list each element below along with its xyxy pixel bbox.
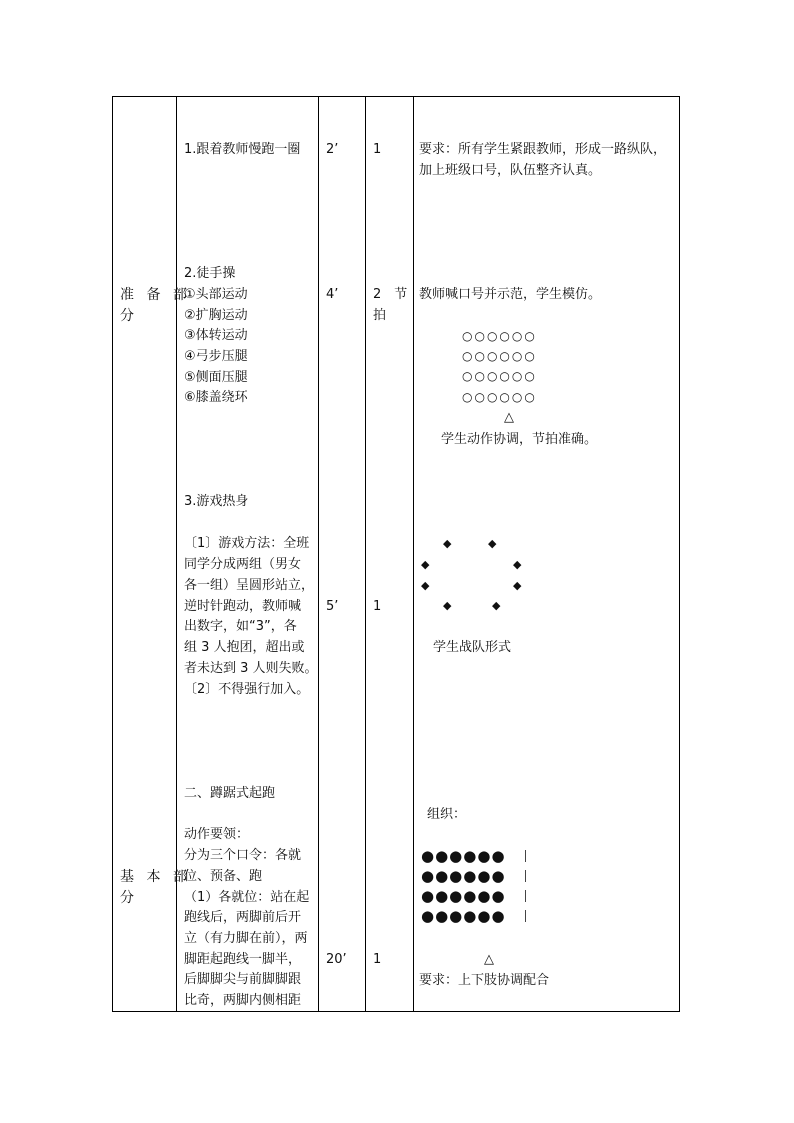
row3-content-line: 逆时针跑动，教师喊 [184,599,302,614]
student-formation-row: ●●●●●● [421,887,506,905]
row3-content-line: 组 3 人抱团，超出或 [184,640,305,655]
section-label-basic-cont: 分 [120,890,138,906]
row2-content-item: ①头部运动 [184,287,248,302]
row3-content-line: 〔1〕游戏方法：全班 [184,536,310,551]
start-line-marker [525,910,526,922]
table-column-divider [318,96,319,1012]
student-formation-row: ●●●●●● [421,907,506,925]
start-line-marker [525,870,526,882]
row4-content-line: 脚距起跑线一脚半， [184,952,302,967]
diamond-icon: ◆ [488,537,497,550]
row1-org-line2: 加上班级口号，队伍整齐认真。 [419,163,602,178]
row3-content-line: 各一组）呈圆形站立， [184,578,315,593]
row2-content-title: 2.徒手操 [184,266,236,281]
row2-content-item: ③体转运动 [184,328,248,343]
row4-time: 20’ [326,952,347,967]
diamond-icon: ◆ [421,558,430,571]
row4-requirement: 要求：上下肢协调配合 [419,973,550,988]
row3-time: 5’ [326,599,339,614]
diamond-icon: ◆ [443,599,452,612]
row2-count-cont: 拍 [373,308,387,323]
row3-content-line: 同学分成两组（男女 [184,557,302,572]
student-formation-row: ●●●●●● [421,847,506,865]
row4-count: 1 [373,952,382,967]
row3-note: 学生战队形式 [433,640,512,655]
row1-content: 1.跟着教师慢跑一圈 [184,142,301,157]
row4-content-line: （1）各就位：站在起 [184,890,310,905]
row4-content-line: 后脚脚尖与前脚脚跟 [184,972,302,987]
student-formation-row: ○○○○○○ [462,369,537,383]
student-formation-row: ●●●●●● [421,867,506,885]
table-column-divider [413,96,414,1012]
teacher-triangle-icon: △ [504,410,514,425]
row4-content-line: 跑线后，两脚前后开 [184,910,302,925]
student-formation-row: ○○○○○○ [462,390,537,404]
row4-org-title: 组织： [427,807,467,822]
row3-content-line: 者未达到 3 人则失败。 [184,661,318,676]
diamond-icon: ◆ [513,558,522,571]
row2-content-item: ⑥膝盖绕环 [184,390,248,405]
row4-content-line: 比奇，两脚内侧相距 [184,993,302,1008]
row1-org-line1: 要求：所有学生紧跟教师，形成一路纵队， [419,142,667,157]
row2-content-item: ⑤侧面压腿 [184,370,248,385]
start-line-marker [525,850,526,862]
teacher-triangle-icon: △ [484,952,494,967]
diamond-icon: ◆ [421,579,430,592]
row2-content-item: ④弓步压腿 [184,349,248,364]
row2-content-item: ②扩胸运动 [184,308,248,323]
row1-count: 1 [373,142,382,157]
row4-content-line: 位、预备、跑 [184,869,263,884]
row4-content-line: 分为三个口令：各就 [184,848,302,863]
row2-time: 4’ [326,287,339,302]
section-label-basic: 基 本 部 [120,869,191,885]
row4-content-line: 动作要领： [184,827,250,842]
diamond-icon: ◆ [492,599,501,612]
diamond-icon: ◆ [513,579,522,592]
row1-time: 2’ [326,142,339,157]
diamond-icon: ◆ [443,537,452,550]
section-label-prep-cont: 分 [120,308,138,324]
start-line-marker [525,890,526,902]
row2-note: 学生动作协调，节拍准确。 [441,432,598,447]
table-column-divider [365,96,366,1012]
section-label-prep: 准 备 部 [120,287,191,303]
row4-content-line: 立（有力脚在前），两 [184,931,308,946]
student-formation-row: ○○○○○○ [462,329,537,343]
student-formation-row: ○○○○○○ [462,349,537,363]
row2-count: 2 节 [373,287,408,302]
row3-content-line: 出数字，如“3”，各 [184,619,297,634]
row4-content-title: 二、蹲踞式起跑 [184,786,276,801]
row3-count: 1 [373,599,382,614]
row2-org: 教师喊口号并示范，学生模仿。 [419,287,602,302]
row3-content-line: 〔2〕不得强行加入。 [184,682,310,697]
row3-content-title: 3.游戏热身 [184,494,249,509]
